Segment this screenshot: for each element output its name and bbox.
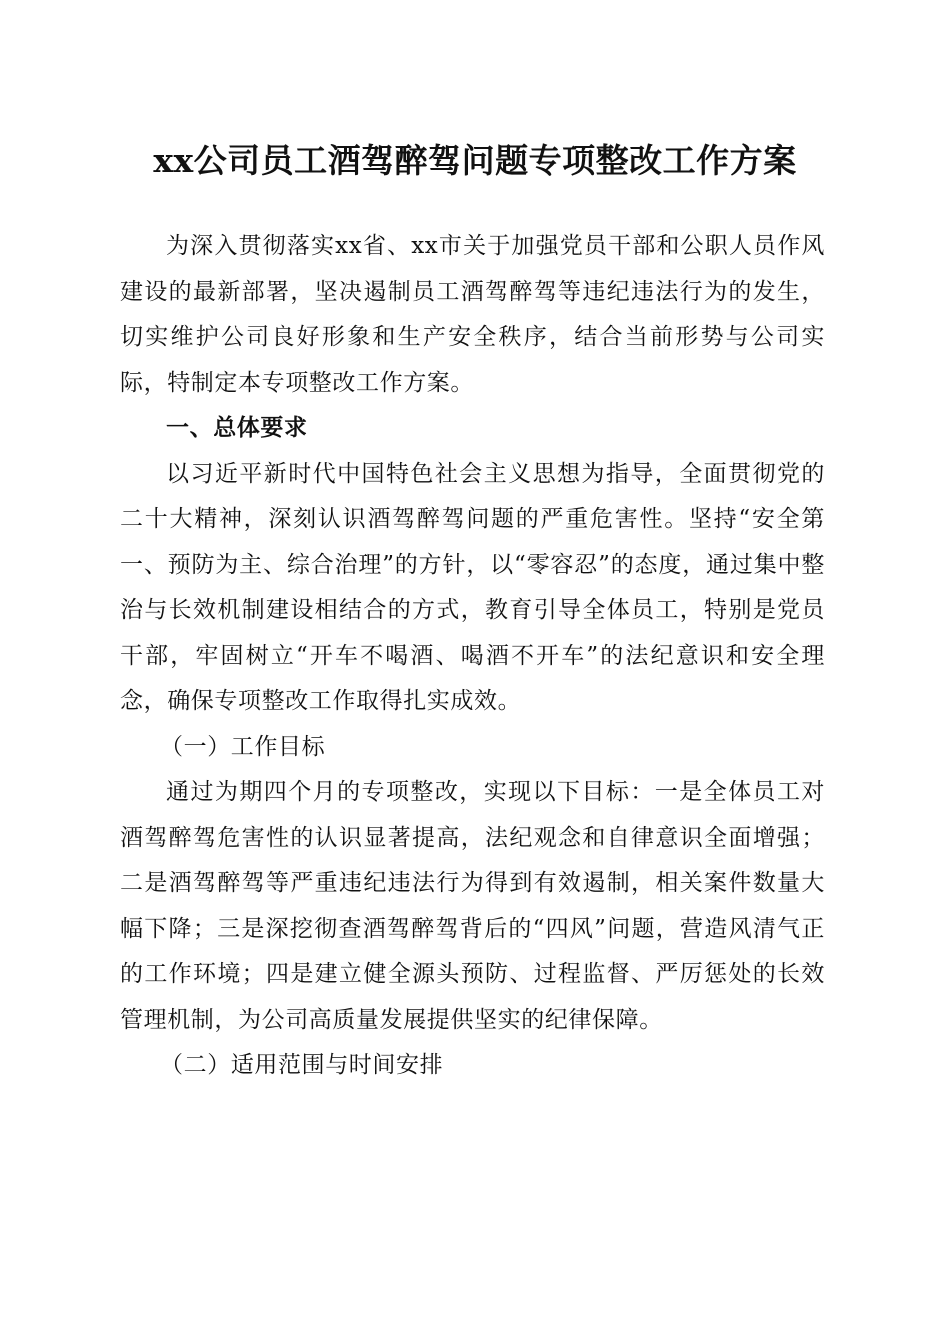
section-heading-general-requirements: 一、总体要求 — [166, 415, 308, 441]
subsection-heading-scope-schedule: （二）适用范围与时间安排 — [160, 1052, 444, 1078]
work-goals-paragraph: 通过为期四个月的专项整改，实现以下目标：一是全体员工对酒驾醉驾危害性的认识显著提高，法纪观念和自律意识全面增强；二是酒驾醉驾等严重违纪违法行为得到有效遏制，相关案件数量大幅下降；三是深挖彻查酒驾醉驾背后的“四风”问题，营造风清气正的工作环境；四是建立健全源头预防、过程监督、严厉惩处的长效管理机制，为公司高质量发展提供坚实的纪律保障。 — [120, 779, 825, 1033]
general-requirements-paragraph: 以习近平新时代中国特色社会主义思想为指导，全面贯彻党的二十大精神，深刻认识酒驾醉驾问题的严重危害性。坚持“安全第一、预防为主、综合治理”的方针，以“零容忍”的态度，通过集中整治与长效机制建设相结合的方式，教育引导全体员工，特别是党员干部，牢固树立“开车不喝酒、喝酒不开车”的法纪意识和安全理念，确保专项整改工作取得扎实成效。 — [120, 460, 825, 714]
document-body — [120, 224, 825, 1089]
document-title: xx公司员工酒驾醉驾问题专项整改工作方案 — [153, 141, 797, 180]
subsection-heading-work-goals: （一）工作目标 — [160, 733, 326, 760]
intro-paragraph: 为深入贯彻落实xx省、xx市关于加强党员干部和公职人员作风建设的最新部署，坚决遏制员工酒驾醉驾等违纪违法行为的发生，切实维护公司良好形象和生产安全秩序，结合当前形势与公司实际，特制定本专项整改工作方案。 — [120, 233, 825, 396]
